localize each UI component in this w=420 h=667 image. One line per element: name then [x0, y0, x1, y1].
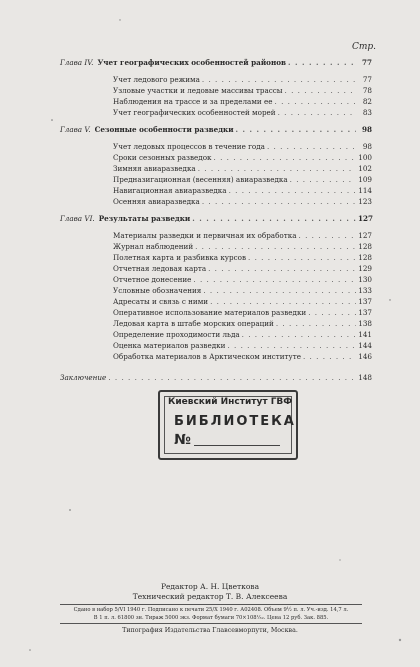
page-number: 98	[362, 142, 372, 151]
editor-line: Редактор А. Н. Цветкова	[160, 582, 260, 591]
item-title: Сроки сезонных разведок	[113, 153, 212, 162]
page-number: 127	[358, 214, 374, 223]
item-title: Определение проходимости льда	[113, 330, 240, 339]
page-column-header: Стр.	[351, 42, 376, 52]
item-title: Отчетное донесение	[113, 275, 192, 284]
chapter-label: Глава V.	[60, 125, 91, 134]
page-number: 137	[358, 308, 372, 317]
tech-editor-line: Технический редактор Т. В. Алексеева	[132, 592, 288, 601]
item-title: Учет географических особенностей морей	[113, 108, 276, 117]
stamp-library: БИБЛИОТЕКА	[174, 414, 296, 429]
page-number: 77	[362, 75, 372, 84]
page-number: 129	[358, 264, 372, 273]
item-title: Предназигационная (весенняя) авиаразведка	[113, 175, 288, 184]
page-number: 148	[358, 373, 372, 382]
chapter-title: Результаты разведки	[98, 214, 191, 223]
stamp-number-sign: №	[174, 432, 191, 448]
page-number: 146	[358, 352, 372, 361]
page-number: 144	[358, 341, 372, 350]
page-number: 130	[358, 275, 372, 284]
item-title: Полетная карта и разбивка курсов	[113, 253, 247, 262]
page-number: 98	[361, 125, 372, 134]
item-title: Оперативное использование материалов разведки	[113, 308, 307, 317]
item-title: Материалы разведки и первичная их обработка	[113, 231, 297, 240]
item-title: Обработка материалов в Арктическом институте	[113, 352, 301, 361]
item-title: Узловые участки и ледовые массивы трассы	[113, 86, 283, 95]
chapter-title: Сезонные особенности разведки	[94, 125, 234, 134]
imprint-line-2: В 1 п. л. 61800 зн. Тираж 5000 экз. Формат бумаги 70×108⅟₃₂. Цена 12 руб. Зак. 885.	[93, 615, 329, 621]
page-number: 128	[358, 253, 372, 262]
item-title: Наблюдения на трассе и за пределами ее	[113, 97, 273, 106]
item-title: Осенняя авиаразведка	[113, 197, 200, 206]
page-number: 109	[358, 175, 372, 184]
item-title: Оценка материалов разведки	[113, 341, 226, 350]
page-number: 78	[362, 86, 372, 95]
conclusion-title: Заключение	[60, 373, 107, 382]
stamp-institute: Киевский Институт ГВФ	[168, 397, 293, 407]
chapter-label: Глава VI.	[60, 214, 95, 223]
page-number: 141	[358, 330, 372, 339]
item-title: Журнал наблюдений	[113, 242, 194, 251]
imprint-line-1: Сдано в набор 5/VI 1940 г. Подписано к печати 25/X 1940 г. А02408. Объем 9½ п. л. Уч.-изд. 14,7 л.	[73, 607, 349, 613]
item-title: Ледовая карта в штабе морских операций	[113, 319, 274, 328]
item-title: Условные обозначения	[113, 286, 202, 295]
page-number: 123	[358, 197, 372, 206]
page-number: 114	[358, 186, 372, 195]
page-number: 127	[358, 231, 372, 240]
item-title: Отчетная ледовая карта	[113, 264, 207, 273]
printer-line: Типография Издательства Главсевморпути, Москва.	[122, 627, 298, 634]
page-number: 133	[358, 286, 372, 295]
page-number: 82	[362, 97, 372, 106]
item-title: Учет ледового режима	[113, 75, 200, 84]
page-number: 128	[358, 242, 372, 251]
item-title: Адресаты и связь с ними	[113, 297, 209, 306]
item-title: Учет ледовых процессов в течение года	[113, 142, 265, 151]
item-title: Зимняя авиаразведка	[113, 164, 196, 173]
page-number: 102	[358, 164, 372, 173]
page-number: 77	[361, 58, 372, 67]
chapter-title: Учет географических особенностей районов	[97, 58, 286, 67]
item-title: Навигационная авиаразведка	[113, 186, 227, 195]
page-number: 100	[358, 153, 372, 162]
page-number: 83	[362, 108, 372, 117]
page-number: 138	[358, 319, 372, 328]
page-number: 137	[358, 297, 372, 306]
chapter-label: Глава IV.	[60, 58, 94, 67]
